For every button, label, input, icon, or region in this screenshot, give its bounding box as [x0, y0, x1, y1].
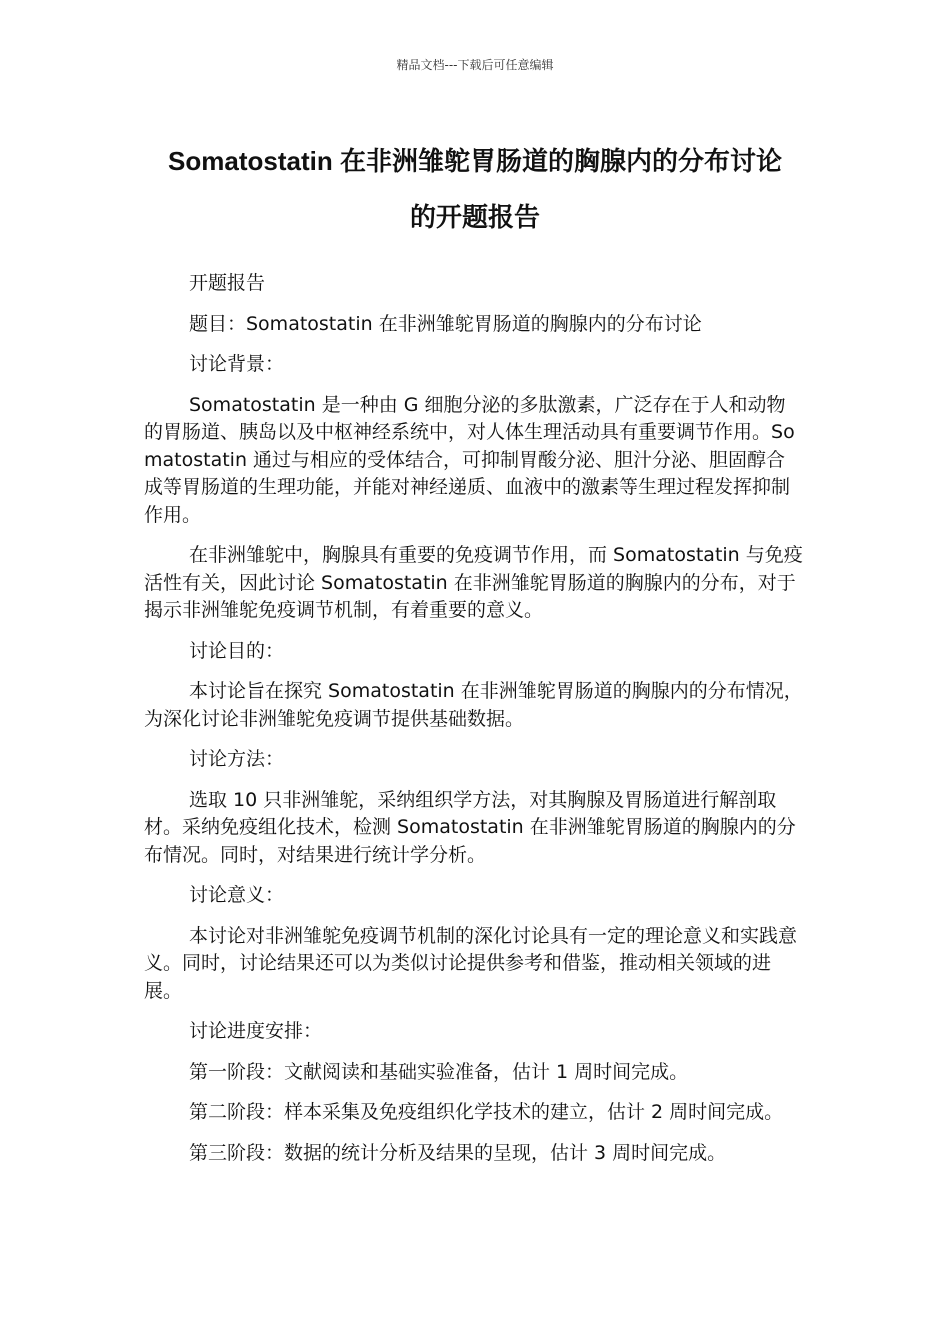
paragraph-background-2: 在非洲雏鸵中，胸腺具有重要的免疫调节作用，而 Somatostatin 与免疫活性有关，因此讨论 Somatostatin 在非洲雏鸵胃肠道的胸腺内的分布，对于揭示非洲雏鸵免疫调节机制，有着重要的意义。 — [144, 544, 803, 621]
paragraph-method: 选取 10 只非洲雏鸵，采纳组织学方法，对其胸腺及胃肠道进行解剖取材。采纳免疫组化技术，检测 Somatostatin 在非洲雏鸵胃肠道的胸腺内的分布情况。同时，对结果进行统计学分析。 — [144, 788, 796, 866]
heading-schedule: 讨论进度安排： — [189, 1020, 323, 1042]
heading-background: 讨论背景： — [189, 353, 285, 375]
title-line-1: Somatostatin 在非洲雏鸵胃肠道的胸腺内的分布讨论 — [168, 146, 782, 176]
paragraph-background-1: Somatostatin 是一种由 G 细胞分泌的多肽激素，广泛存在于人和动物的胃肠道、胰岛以及中枢神经系统中，对人体生理活动具有重要调节作用。Somatostatin 通过与相应的受体结合，可抑制胃酸分泌、胆汁分泌、胆固醇合成等胃肠道的生理功能，并能对神经递质、血液中的激素等生理过程发挥抑制作用。 — [144, 393, 795, 526]
schedule-stage-2: 第二阶段：样本采集及免疫组织化学技术的建立，估计 2 周时间完成。 — [189, 1101, 784, 1123]
heading-significance: 讨论意义： — [189, 884, 285, 906]
schedule-stage-3: 第三阶段：数据的统计分析及结果的呈现，估计 3 周时间完成。 — [189, 1141, 727, 1164]
heading-method: 讨论方法： — [189, 748, 285, 770]
paragraph-report-label: 开题报告 — [189, 272, 266, 294]
schedule-stage-1: 第一阶段：文献阅读和基础实验准备，估计 1 周时间完成。 — [189, 1060, 689, 1083]
document-title — [120, 133, 830, 245]
page-header: 精品文档---下载后可任意编辑 — [396, 58, 554, 72]
paragraph-significance: 本讨论对非洲雏鸵免疫调节机制的深化讨论具有一定的理论意义和实践意义。同时，讨论结果还可以为类似讨论提供参考和借鉴，推动相关领域的进展。 — [144, 924, 798, 1002]
title-line-2: 的开题报告 — [409, 202, 540, 232]
heading-purpose: 讨论目的： — [189, 639, 285, 662]
paragraph-purpose: 本讨论旨在探究 Somatostatin 在非洲雏鸵胃肠道的胸腺内的分布情况，为深化讨论非洲雏鸵免疫调节提供基础数据。 — [144, 680, 803, 730]
document-body — [144, 270, 804, 1180]
paragraph-topic: 题目：Somatostatin 在非洲雏鸵胃肠道的胸腺内的分布讨论 — [189, 312, 702, 335]
